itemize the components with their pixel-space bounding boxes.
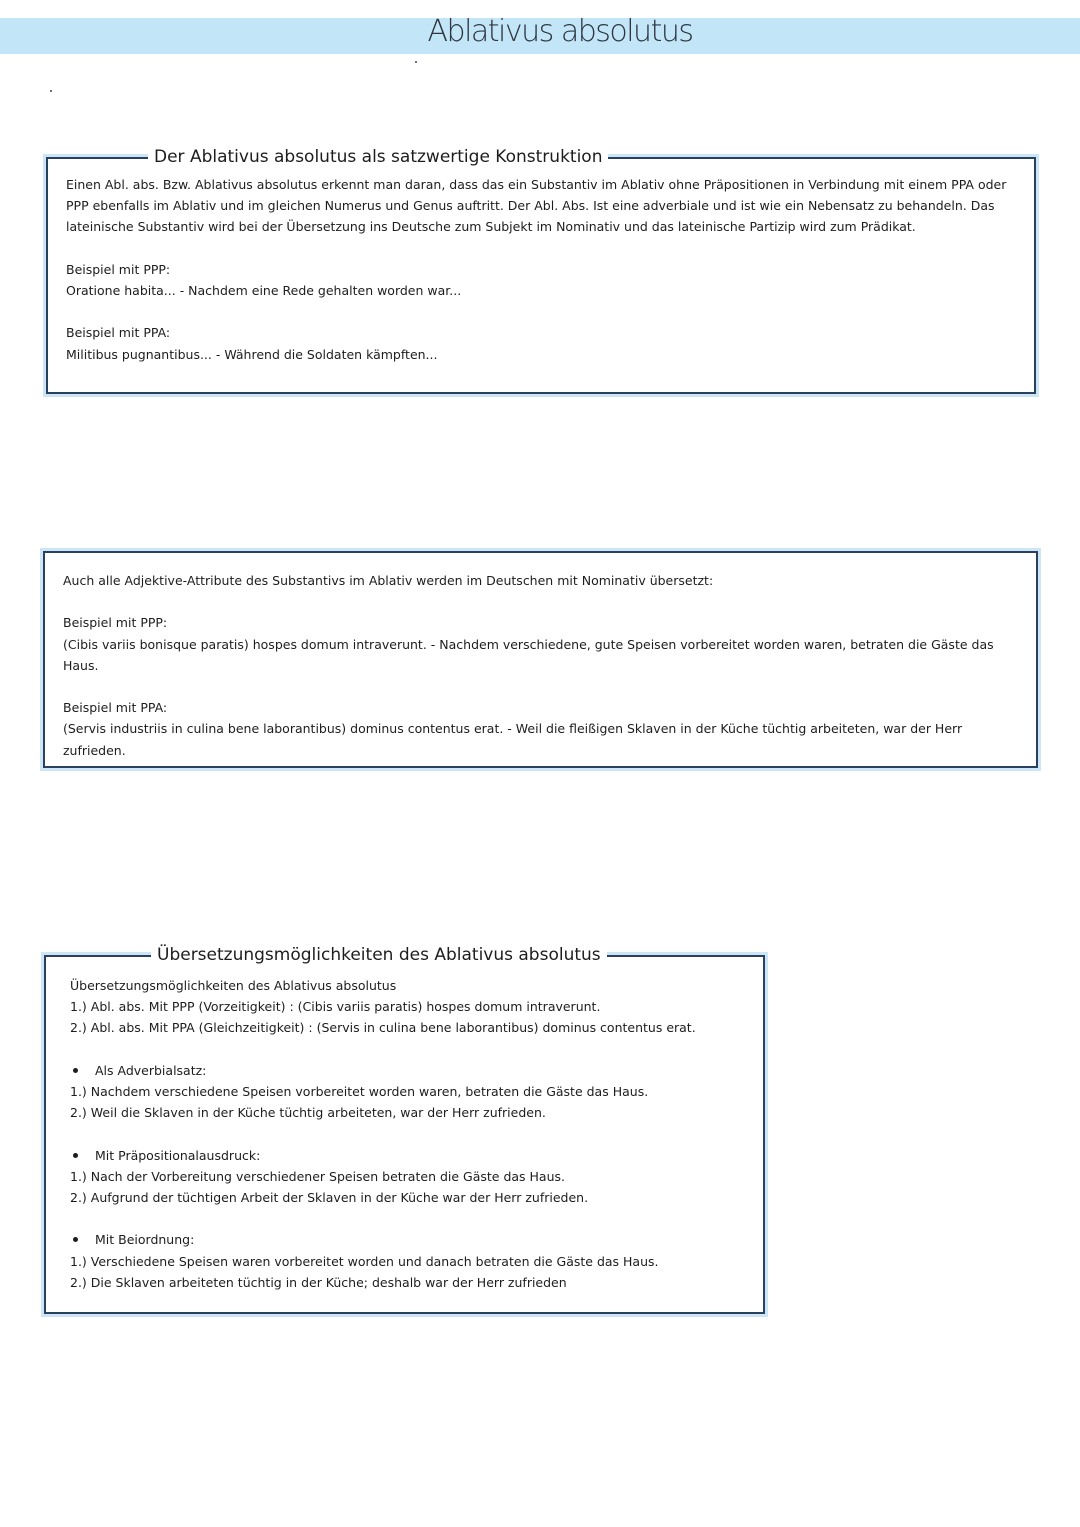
page-title: Ablativus absolutus	[427, 14, 693, 49]
bullet-heading: Als Adverbialsatz:	[70, 1060, 753, 1081]
stray-dot	[50, 90, 52, 92]
stray-dot	[415, 61, 417, 63]
section-content	[66, 174, 1016, 365]
example-ppp-label: Beispiel mit PPP:	[66, 261, 171, 277]
section-uebersetzungsmoeglichkeiten	[44, 945, 765, 1314]
example-ppa-text: (Servis industriis in culina bene laborantibus) dominus contentus erat. - Weil die fleißigen Sklaven in der Küche tüchtig arbeiteten, war der Herr zufrieden.	[63, 721, 963, 758]
list-item: 2.) Abl. abs. Mit PPA (Gleichzeitigkeit) : (Servis in culina bene laborantibus) dominus contentus erat.	[70, 1020, 696, 1036]
bullet-heading: Mit Beiordnung:	[70, 1229, 753, 1250]
list-item: 1.) Abl. abs. Mit PPP (Vorzeitigkeit) : (Cibis variis paratis) hospes domum intraverunt.	[70, 999, 601, 1015]
section-content	[63, 570, 1018, 761]
list-item: 2.) Aufgrund der tüchtigen Arbeit der Sklaven in der Küche war der Herr zufrieden.	[70, 1190, 589, 1205]
list-item: 1.) Nach der Vorbereitung verschiedener Speisen betraten die Gäste das Haus.	[70, 1168, 566, 1184]
example-ppp-label: Beispiel mit PPP:	[63, 615, 168, 631]
section-content	[70, 975, 753, 1293]
section-subtitle: Übersetzungsmöglichkeiten des Ablativus absolutus	[70, 978, 397, 993]
list-item: 1.) Verschiedene Speisen waren vorbereitet worden und danach betraten die Gäste das Haus.	[70, 1253, 659, 1269]
list-item: 2.) Weil die Sklaven in der Küche tüchtig arbeiteten, war der Herr zufrieden.	[70, 1105, 546, 1121]
section-intro-text: Einen Abl. abs. Bzw. Ablativus absolutus erkennt man daran, dass das ein Substantiv im Ablativ ohne Präpositionen in Verbindung mit einem PPA oder PPP ebenfalls im Ablativ und im gleichen Numerus und Genus auftritt. Der Abl. Abs. Ist eine adverbiale und ist wie ein Nebensatz zu behandeln. Das lateinische Substantiv wird bei der Übersetzung ins Deutsche zum Subjekt im Nominativ und das lateinische Partizip wird zum Prädikat.	[66, 177, 1007, 235]
list-item: 1.) Nachdem verschiedene Speisen vorbereitet worden waren, betraten die Gäste das Haus.	[70, 1084, 649, 1099]
example-ppa-label: Beispiel mit PPA:	[63, 700, 168, 716]
bullet-heading: Mit Präpositionalausdruck:	[70, 1145, 753, 1166]
section-satzwertige-konstruktion	[46, 147, 1036, 394]
example-ppa-label: Beispiel mit PPA:	[66, 325, 171, 341]
example-ppp-text: Oratione habita... - Nachdem eine Rede gehalten worden war...	[66, 283, 462, 298]
example-ppa-text: Militibus pugnantibus... - Während die Soldaten kämpften...	[66, 346, 438, 362]
example-ppp-text: (Cibis variis bonisque paratis) hospes domum intraverunt. - Nachdem verschiedene, gute Speisen vorbereitet worden waren, betraten die Gäste das Haus.	[63, 636, 994, 673]
section-intro-text: Auch alle Adjektive-Attribute des Substantivs im Ablativ werden im Deutschen mit Nominativ übersetzt:	[63, 573, 714, 588]
section-heading: Der Ablativus absolutus als satzwertige Konstruktion	[148, 145, 608, 169]
section-heading: Übersetzungsmöglichkeiten des Ablativus absolutus	[151, 943, 607, 967]
list-item: 2.) Die Sklaven arbeiteten tüchtig in der Küche; deshalb war der Herr zufrieden	[70, 1274, 567, 1290]
section-adjektive-attribute	[43, 551, 1038, 768]
